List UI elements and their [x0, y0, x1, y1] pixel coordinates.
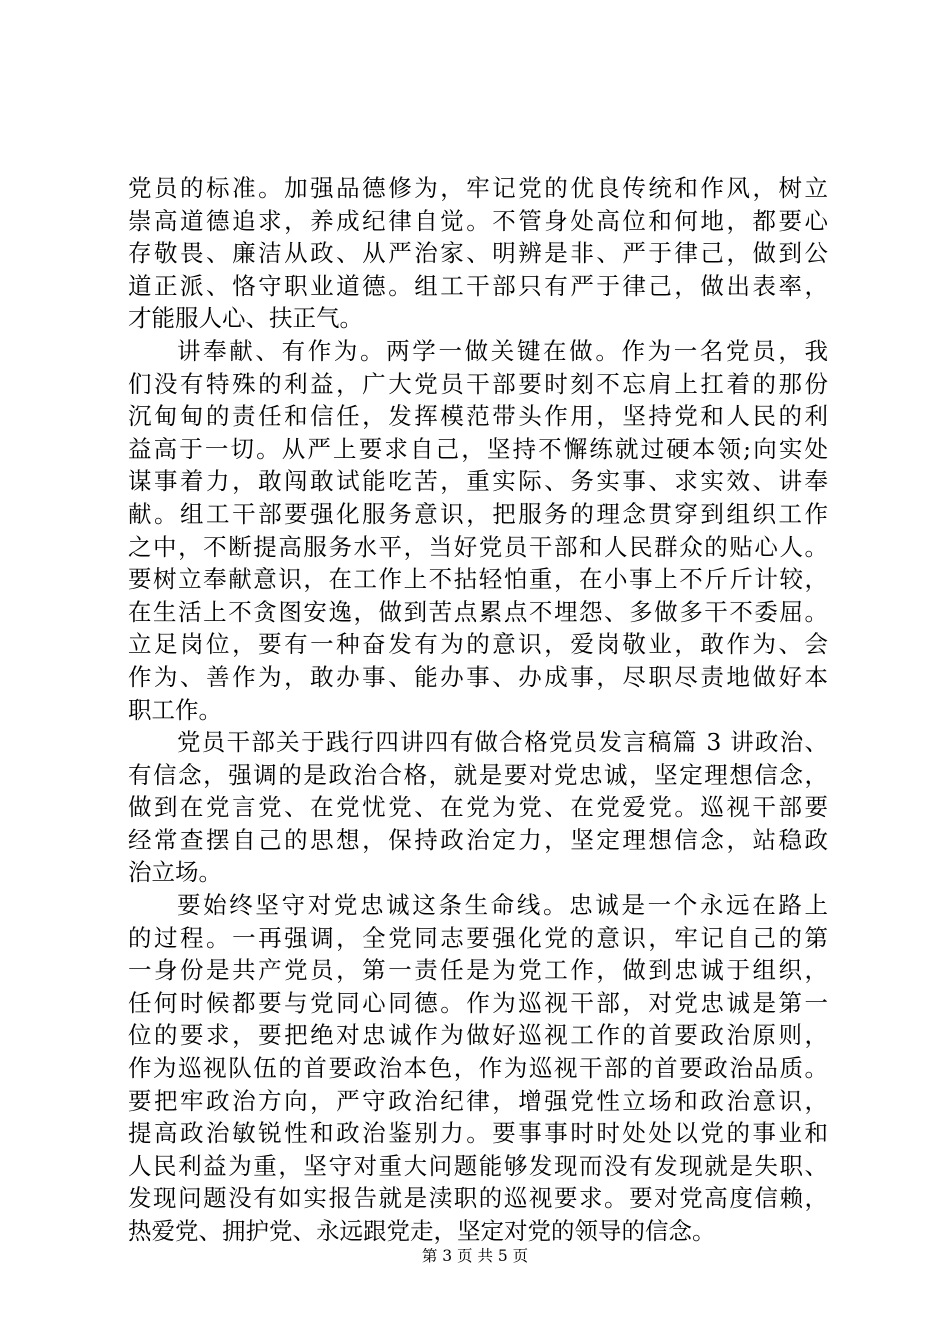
- page-number-footer: 第 3 页 共 5 页: [421, 1247, 529, 1265]
- text-line: 要树立奉献意识，在工作上不拈轻怕重，在小事上不斤斤计较，: [128, 565, 828, 594]
- text-line: 人民利益为重，坚守对重大问题能够发现而没有发现就是失职、: [128, 1151, 828, 1180]
- text-line: 在生活上不贪图安逸，做到苦点累点不埋怨、多做多干不委屈。: [128, 597, 828, 626]
- text-line: 热爱党、拥护党、永远跟党走，坚定对党的领导的信念。: [128, 1217, 716, 1245]
- paragraph: [128, 172, 828, 335]
- text-line: 崇高道德追求，养成纪律自觉。不管身处高位和何地，都要心: [128, 206, 828, 235]
- text-line: 任何时候都要与党同心同德。作为巡视干部，对党忠诚是第一: [128, 988, 828, 1017]
- text-line: 存敬畏、廉洁从政、从严治家、明辨是非、严于律己，做到公: [128, 239, 828, 268]
- text-line: 有信念，强调的是政治合格，就是要对党忠诚，坚定理想信念，: [128, 760, 828, 789]
- text-line: 做到在党言党、在党忧党、在党为党、在党爱党。巡视干部要: [128, 793, 828, 822]
- text-line: 益高于一切。从严上要求自己，坚持不懈练就过硬本领;向实处: [128, 434, 828, 463]
- text-line: 沉甸甸的责任和信任，发挥模范带头作用，坚持党和人民的利: [128, 402, 828, 431]
- text-line: 献。组工干部要强化服务意识，把服务的理念贯穿到组织工作: [128, 499, 828, 528]
- text-line: 道正派、恪守职业道德。组工干部只有严于律己，做出表率，: [128, 271, 828, 300]
- text-line: 职工作。: [128, 695, 222, 724]
- document-body: [128, 172, 828, 1248]
- text-line: 治立场。: [128, 858, 222, 887]
- text-line: 要始终坚守对党忠诚这条生命线。忠诚是一个永远在路上: [177, 891, 828, 920]
- text-line: 立足岗位，要有一种奋发有为的意识，爱岗敬业，敢作为、会: [128, 630, 828, 659]
- text-line: 们没有特殊的利益，广大党员干部要时刻不忘肩上扛着的那份: [128, 369, 828, 398]
- text-line: 位的要求，要把绝对忠诚作为做好巡视工作的首要政治原则，: [128, 1021, 828, 1050]
- text-line: 党员的标准。加强品德修为，牢记党的优良传统和作风，树立: [128, 174, 828, 202]
- text-line: 经常查摆自己的思想，保持政治定力，坚定理想信念，站稳政: [128, 825, 828, 854]
- text-line: 之中，不断提高服务水平，当好党员干部和人民群众的贴心人。: [128, 532, 828, 561]
- text-line: 作为巡视队伍的首要政治本色，作为巡视干部的首要政治品质。: [128, 1054, 828, 1083]
- text-line: 提高政治敏锐性和政治鉴别力。要事事时时处处以党的事业和: [128, 1119, 828, 1148]
- text-line: 作为、善作为，敢办事、能办事、办成事，尽职尽责地做好本: [128, 662, 828, 691]
- text-line: 谋事着力，敢闯敢试能吃苦，重实际、务实事、求实效、讲奉: [128, 467, 828, 496]
- text-line: 的过程。一再强调，全党同志要强化党的意识，牢记自己的第: [128, 923, 828, 952]
- text-line: 讲奉献、有作为。两学一做关键在做。作为一名党员，我: [177, 336, 828, 365]
- paragraph: [128, 726, 828, 889]
- text-line: 才能服人心、扶正气。: [128, 304, 363, 333]
- text-line: 要把牢政治方向，严守政治纪律，增强党性立场和政治意识，: [128, 1086, 828, 1115]
- text-line: 发现问题没有如实报告就是渎职的巡视要求。要对党高度信赖，: [128, 1184, 828, 1213]
- text-line: 党员干部关于践行四讲四有做合格党员发言稿篇 3 讲政治、: [177, 728, 828, 757]
- paragraph: [128, 889, 828, 1248]
- paragraph: [128, 335, 828, 726]
- text-line: 一身份是共产党员，第一责任是为党工作，做到忠诚于组织，: [128, 956, 828, 985]
